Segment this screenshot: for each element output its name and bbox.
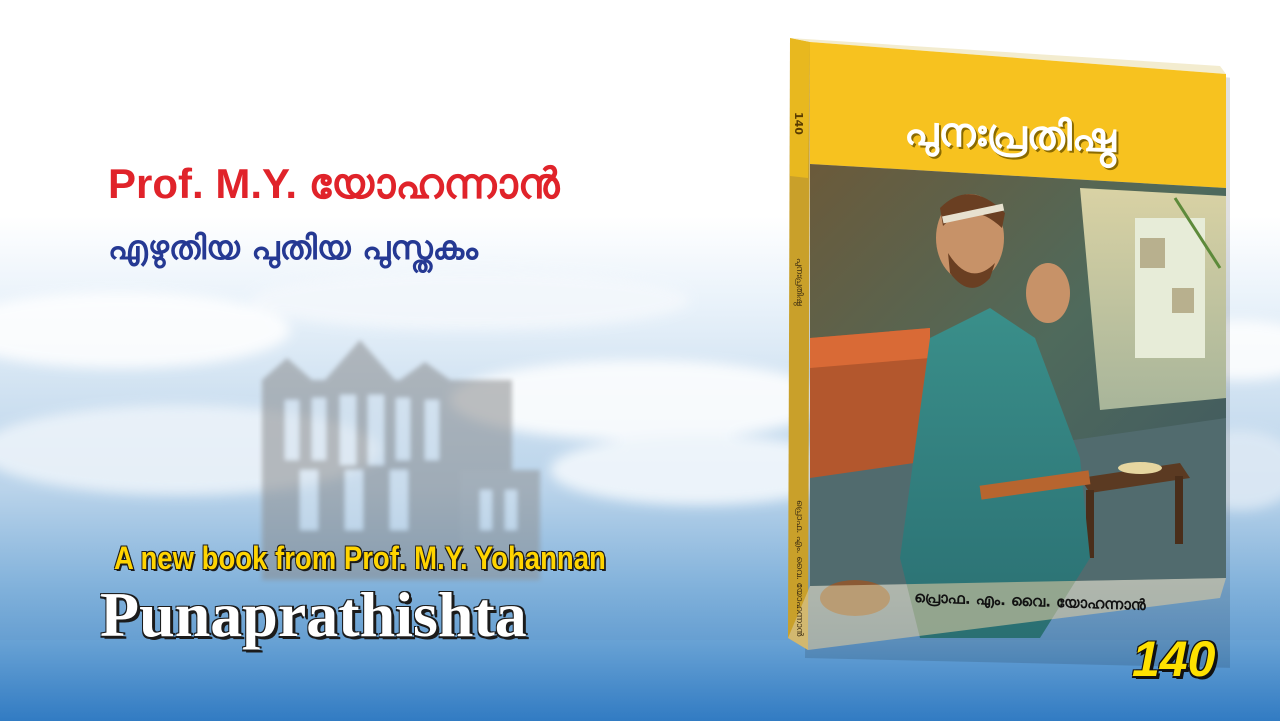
new-book-subtitle: എഴുതിയ പുതിയ പുസ്തകം [108,228,478,267]
cover-title: പുനഃപ്രതിഷ്ഠ [904,108,1116,162]
cover-author: പ്രൊഫ. എം. വൈ. യോഹന്നാൻ [914,587,1146,615]
author-headline: Prof. M.Y. യോഹന്നാൻ [108,160,560,207]
book-title-english: Punaprathishta [100,579,527,650]
promo-tagline: A new book from Prof. M.Y. Yohannan [114,540,606,576]
spine-title: പുനഃപ്രതിഷ്ഠ [794,258,804,306]
issue-number: 140 [1132,631,1216,687]
spine-author: പ്രൊഫ. എം. വൈ. യോഹന്നാൻ [794,500,804,637]
spine-number: 140 [792,112,805,135]
